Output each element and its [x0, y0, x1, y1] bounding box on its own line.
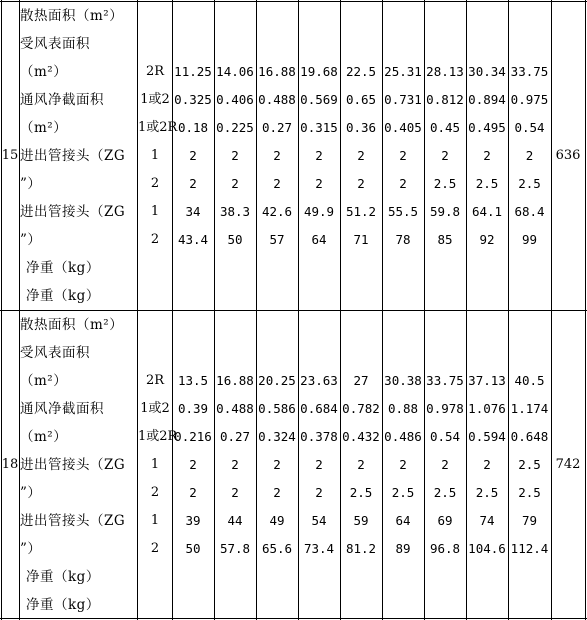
- table-cell: 49: [269, 513, 285, 528]
- table-cell: 20.25: [258, 373, 296, 388]
- table-cell: 13.5: [177, 373, 209, 388]
- row-code: 2: [150, 232, 160, 247]
- table-cell: 0.378: [300, 429, 338, 444]
- table-cell: 2: [273, 485, 281, 500]
- table-cell: 92: [479, 232, 495, 247]
- row-label: 通风净截面积: [20, 401, 104, 417]
- table-cell: 42.6: [261, 204, 293, 219]
- table-cell: 59: [353, 513, 369, 528]
- table-cell: 0.978: [426, 401, 464, 416]
- table-cell: 112.4: [510, 541, 549, 556]
- model-number: 18: [1, 457, 19, 472]
- table-cell: 2: [399, 457, 407, 472]
- table-cell: 2: [315, 457, 323, 472]
- row-code: 1或2R: [138, 429, 178, 444]
- row-code: 1或2: [140, 401, 170, 416]
- table-cell: 27: [353, 373, 369, 388]
- table-cell: 64: [311, 232, 327, 247]
- row-label: ”）: [20, 232, 42, 248]
- table-cell: 2.5: [475, 485, 499, 500]
- row-label: ”）: [20, 176, 42, 192]
- table-cell: 0.45: [429, 120, 461, 135]
- table-cell: 0.731: [384, 92, 422, 107]
- table-cell: 2.5: [518, 176, 541, 191]
- table-cell: 54: [311, 513, 327, 528]
- row-code: 2: [150, 176, 160, 191]
- table-cell: 2: [231, 485, 239, 500]
- table-cell: 0.216: [174, 429, 212, 444]
- table-cell: 2: [441, 457, 449, 472]
- table-cell: 38.3: [219, 204, 251, 219]
- row-code: 2: [150, 541, 160, 556]
- table-cell: 74: [479, 513, 495, 528]
- table-cell: 2: [357, 148, 365, 163]
- table-cell: 0.36: [345, 120, 377, 135]
- table-cell: 16.88: [216, 373, 254, 388]
- row-code: 1: [150, 513, 160, 528]
- table-cell: 28.13: [426, 64, 464, 79]
- table-cell: 0.39: [177, 401, 209, 416]
- row-label: 净重（kg）: [26, 597, 100, 613]
- row-label: （m²）: [20, 64, 68, 80]
- table-cell: 69: [437, 513, 453, 528]
- row-code: 2R: [145, 64, 165, 79]
- row-label: （m²）: [20, 120, 68, 136]
- table-cell: 0.405: [384, 120, 422, 135]
- table-cell: 37.13: [468, 373, 506, 388]
- row-code: 2R: [145, 373, 165, 388]
- row-label: 进出管接头（ZG: [20, 204, 126, 220]
- table-cell: 23.63: [300, 373, 338, 388]
- table-cell: 2: [189, 485, 197, 500]
- row-label: 进出管接头（ZG: [20, 457, 126, 473]
- row-label: 受风表面积: [20, 36, 90, 52]
- table-cell: 44: [227, 513, 243, 528]
- table-cell: 2: [399, 148, 407, 163]
- table-cell: 57: [269, 232, 285, 247]
- table-cell: 0.225: [216, 120, 254, 135]
- row-label: ”）: [20, 541, 42, 557]
- table-cell: 34: [185, 204, 201, 219]
- table-cell: 2: [315, 176, 323, 191]
- table-cell: 33.75: [510, 64, 549, 79]
- table-cell: 89: [395, 541, 411, 556]
- row-label: （m²）: [20, 429, 68, 445]
- table-cell: 78: [395, 232, 411, 247]
- table-cell: 14.06: [216, 64, 254, 79]
- table-cell: 2: [483, 457, 491, 472]
- table-cell: 0.586: [258, 401, 296, 416]
- table-cell: 51.2: [345, 204, 377, 219]
- table-cell: 0.88: [387, 401, 419, 416]
- table-cell: 40.5: [514, 373, 545, 388]
- row-label: ”）: [20, 485, 42, 501]
- table-cell: 0.486: [384, 429, 422, 444]
- table-cell: 19.68: [300, 64, 338, 79]
- table-cell: 2.5: [518, 485, 541, 500]
- row-code: 2: [150, 485, 160, 500]
- table-cell: 2: [231, 176, 239, 191]
- table-cell: 2: [357, 457, 365, 472]
- table-cell: 64: [395, 513, 411, 528]
- table-cell: 0.27: [261, 120, 293, 135]
- table-cell: 2: [399, 176, 407, 191]
- table-cell: 0.488: [258, 92, 296, 107]
- row-code: 1: [150, 148, 160, 163]
- table-cell: 0.325: [174, 92, 212, 107]
- row-label: 通风净截面积: [20, 92, 104, 108]
- table-cell: 2: [273, 148, 281, 163]
- table-cell: 1.174: [510, 401, 549, 416]
- row-label: 散热面积（m²）: [20, 317, 124, 333]
- row-code: 1: [150, 457, 160, 472]
- table-cell: 59.8: [429, 204, 461, 219]
- row-label: （m²）: [20, 373, 68, 389]
- table-cell: 0.782: [342, 401, 380, 416]
- table-cell: 50: [227, 232, 243, 247]
- table-cell: 64.1: [471, 204, 503, 219]
- table-cell: 0.18: [177, 120, 209, 135]
- table-cell: 39: [185, 513, 201, 528]
- table-cell: 0.894: [468, 92, 506, 107]
- table-cell: 30.38: [384, 373, 422, 388]
- table-cell: 2: [441, 148, 449, 163]
- row-label: 进出管接头（ZG: [20, 148, 126, 164]
- model-number: 15: [1, 148, 19, 163]
- table-cell: 0.432: [342, 429, 380, 444]
- table-cell: 0.65: [345, 92, 377, 107]
- table-cell: 96.8: [429, 541, 461, 556]
- table-cell: 49.9: [303, 204, 335, 219]
- table-cell: 16.88: [258, 64, 296, 79]
- table-cell: 0.27: [219, 429, 251, 444]
- table-cell: 73.4: [303, 541, 335, 556]
- row-label: 散热面积（m²）: [20, 8, 124, 24]
- table-cell: 2: [189, 148, 197, 163]
- table-cell: 2: [189, 457, 197, 472]
- table-cell: 30.34: [468, 64, 506, 79]
- table-cell: 2: [315, 148, 323, 163]
- table-cell: 22.5: [345, 64, 377, 79]
- row-label: 净重（kg）: [26, 569, 100, 585]
- table-cell: 2.5: [475, 176, 499, 191]
- table-cell: 2: [231, 148, 239, 163]
- table-cell: 65.6: [261, 541, 293, 556]
- table-cell: 2: [273, 176, 281, 191]
- table-cell: 25.31: [384, 64, 422, 79]
- table-cell: 0.648: [510, 429, 549, 444]
- table-cell: 43.4: [177, 232, 209, 247]
- table-cell: 0.495: [468, 120, 506, 135]
- row-code: 1或2R: [138, 120, 178, 135]
- table-cell: 2.5: [349, 485, 373, 500]
- row-label: 进出管接头（ZG: [20, 513, 126, 529]
- table-cell: 2: [315, 485, 323, 500]
- table-cell: 2.5: [433, 485, 457, 500]
- table-cell: 55.5: [387, 204, 419, 219]
- row-total: 742: [555, 457, 581, 472]
- table-cell: 2: [525, 148, 534, 163]
- row-label: 净重（kg）: [26, 288, 100, 304]
- table-cell: 1.076: [468, 401, 506, 416]
- table-cell: 2.5: [391, 485, 415, 500]
- table-cell: 79: [521, 513, 538, 528]
- table-cell: 0.324: [258, 429, 296, 444]
- table-cell: 2: [189, 176, 197, 191]
- table-cell: 57.8: [219, 541, 251, 556]
- table-cell: 2.5: [518, 457, 541, 472]
- table-cell: 0.812: [426, 92, 464, 107]
- row-code: 1: [150, 204, 160, 219]
- table-cell: 85: [437, 232, 453, 247]
- table-cell: 33.75: [426, 373, 464, 388]
- table-cell: 68.4: [514, 204, 545, 219]
- table-cell: 0.54: [514, 120, 545, 135]
- table-cell: 0.975: [510, 92, 549, 107]
- table-cell: 2: [273, 457, 281, 472]
- row-total: 636: [555, 148, 581, 163]
- table-cell: 2.5: [433, 176, 457, 191]
- table-cell: 71: [353, 232, 369, 247]
- table-cell: 99: [521, 232, 538, 247]
- table-cell: 11.25: [174, 64, 212, 79]
- table-cell: 0.488: [216, 401, 254, 416]
- table-cell: 0.569: [300, 92, 338, 107]
- table-cell: 104.6: [468, 541, 506, 556]
- table-cell: 2: [231, 457, 239, 472]
- table-cell: 0.315: [300, 120, 338, 135]
- table-cell: 0.406: [216, 92, 254, 107]
- table-cell: 0.54: [429, 429, 461, 444]
- table-cell: 81.2: [345, 541, 377, 556]
- table-cell: 2: [483, 148, 491, 163]
- row-label: 净重（kg）: [26, 260, 100, 276]
- table-cell: 0.684: [300, 401, 338, 416]
- table-cell: 2: [357, 176, 365, 191]
- table-cell: 50: [185, 541, 201, 556]
- row-label: 受风表面积: [20, 345, 90, 361]
- row-code: 1或2: [140, 92, 170, 107]
- table-cell: 0.594: [468, 429, 506, 444]
